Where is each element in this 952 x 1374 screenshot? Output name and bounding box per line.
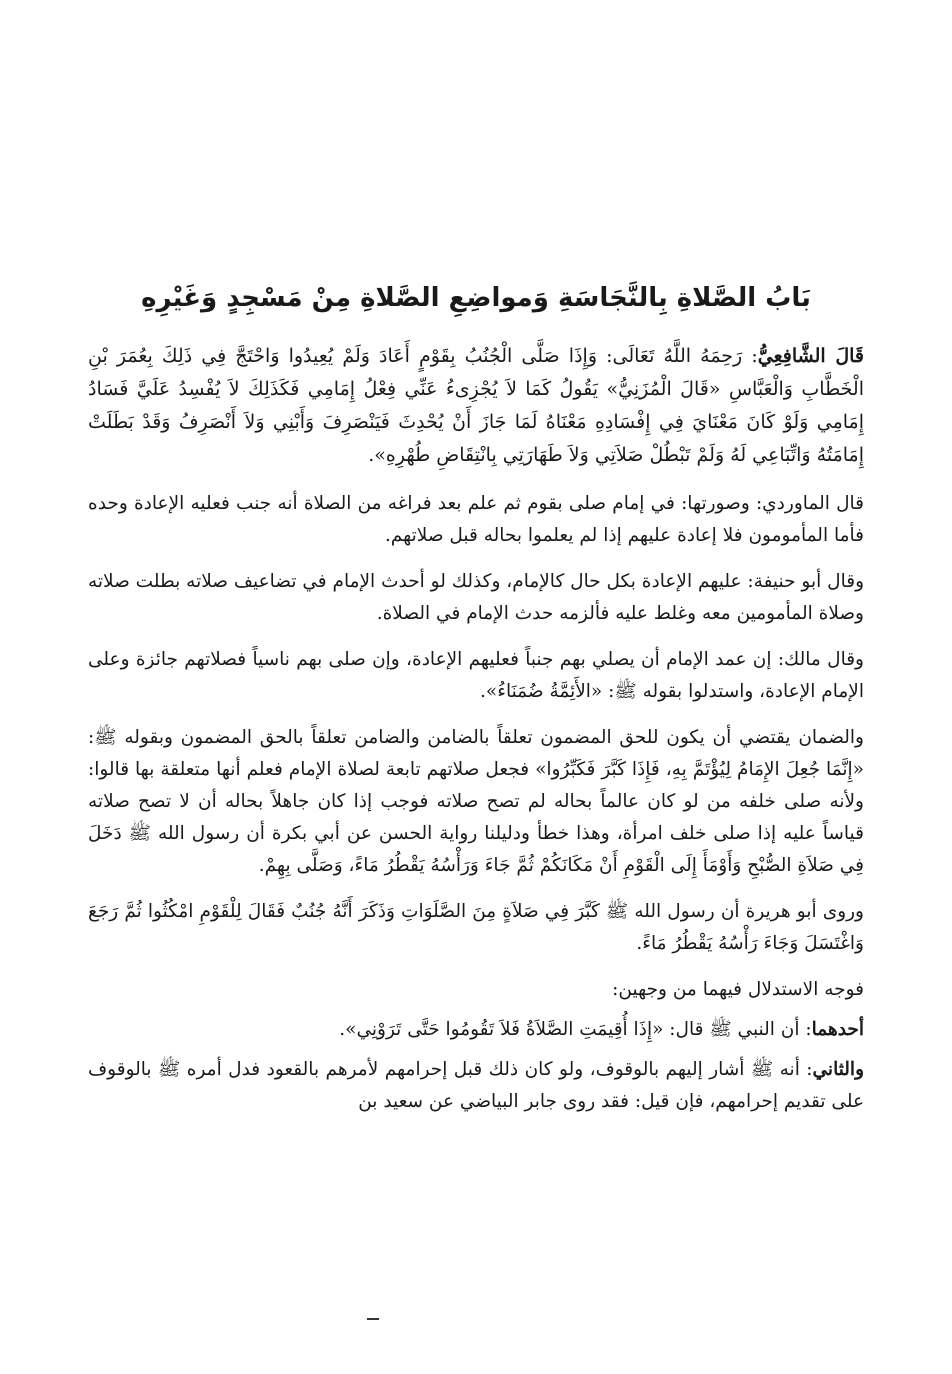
paragraph-lead: والثاني	[812, 1059, 864, 1080]
page-body	[88, 270, 864, 1132]
paragraph-text: : أنه ﷺ أشار إليهم بالوقوف، ولو كان ذلك قبل إحرامهم لأمرهم بالقعود فدل أمره ﷺ بالوقوف على تقديم إحرامهم، فإن قيل: فقد روى جابر البياضي عن سعيد بن	[88, 1059, 864, 1112]
paragraph-text: : رَحِمَهُ اللَّهُ تَعَالَى: وَإِذَا صَلَّى الْجُنُبُ بِقَوْمٍ أَعَادَ وَلَمْ يُعِيدُوا وَاحْتَجَّ فِي ذَلِكَ بِعُمَرَ بْنِ الْخَطَّابِ وَالْعَبَّاسِ «قَالَ الْمُزَنِيُّ» يَقُولُ كَمَا لاَ يُجْزِىءُ عَنِّي فِعْلُ إِمَامِي فَكَذَلِكَ لاَ يُفْسِدُ عَلَيَّ فَسَادُ إِمَامِي وَلَوْ كَانَ مَعْنَايَ فِي إِفْسَادِهِ مَعْنَاهُ لَمَا جَازَ أَنْ يُحْدِثَ فَيَنْصَرِفَ وَأَبْنِي وَلاَ أَنْصَرِفُ وَقَدْ بَطَلَتْ إِمَامَتُهُ وَاتِّبَاعِي لَهُ وَلَمْ تَبْطُلْ صَلاَتِي وَلاَ طَهَارَتِي بِانْتِقَاضِ طُهْرِهِ».	[88, 345, 864, 466]
paragraph-abu-hurayra	[88, 896, 864, 960]
paragraph-istidlal	[88, 974, 864, 1006]
paragraph-text: والضمان يقتضي أن يكون للحق المضمون تعلقاً بالضامن والضامن تعلقاً بالحق المضمون وبقوله ﷺ: «إِنَّمَا جُعِلَ الإِمَامُ لِيُؤْتَمَّ بِهِ، فَإِذَا كَبَّرَ فَكَبِّرُوا» فجعل صلاتهم تابعة لصلاة الإمام فعلم أنها متعلقة بها قالوا: ولأنه صلى خلفه من لو كان عالماً بحاله لم تصح صلاته فوجب إذا كان جاهلاً بحاله أن لا تصح صلاته قياساً عليه إذا صلى خلف امرأة، وهذا خطأ ودليلنا رواية الحسن عن أبي بكرة أن رسول الله ﷺ دَخَلَ فِي صَلاَةِ الصُّبْحِ وَأَوْمَأَ إِلَى الْقَوْمِ أَنْ مَكَانَكُمْ ثُمَّ جَاءَ وَرَأْسُهُ يَقْطُرُ مَاءً، وَصَلَّى بِهِمْ.	[88, 727, 864, 876]
paragraph-text: : أن النبي ﷺ قال: «إِذَا أُقِيمَتِ الصَّلاَةُ فَلاَ تَقُومُوا حَتَّى تَرَوْنِي».	[339, 1019, 812, 1040]
paragraph-text: وقال مالك: إن عمد الإمام أن يصلي بهم جنباً فعليهم الإعادة، وإن صلى بهم ناسياً فصلاتهم جائزة وعلى الإمام الإعادة، واستدلوا بقوله ﷺ: «الأَئِمَّةُ ضُمَنَاءُ».	[88, 649, 864, 702]
paragraph-abu-hanifa	[88, 566, 864, 630]
paragraph-lead: قَالَ الشَّافِعِيُّ	[757, 345, 865, 367]
chapter-title: بَابُ الصَّلاةِ بِالنَّجَاسَةِ وَمواضِعِ الصَّلاةِ مِنْ مَسْجِدٍ وَغَيْرِهِ	[141, 283, 811, 313]
paragraph-mawardi	[88, 488, 864, 552]
paragraph-text: فوجه الاستدلال فيهما من وجهين:	[612, 979, 864, 1000]
page-footer-mark	[367, 1318, 379, 1320]
paragraph-text: قال الماوردي: وصورتها: في إمام صلى بقوم ثم علم بعد فراغه من الصلاة أنه جنب فعليه الإعادة وحده فأما المأمومون فلا إعادة عليهم إذا لم يعلموا بحاله قبل صلاتهم.	[88, 493, 864, 546]
paragraph-text: وروى أبو هريرة أن رسول الله ﷺ كَبَّرَ فِي صَلاَةٍ مِنَ الصَّلَوَاتِ وَذَكَرَ أَنَّهُ جُنُبٌ فَقَالَ لِلْقَوْمِ امْكُثُوا ثُمَّ رَجَعَ وَاغْتَسَلَ وَجَاءَ رَأْسُهُ يَقْطُرُ مَاءً.	[88, 901, 864, 954]
paragraph-text: وقال أبو حنيفة: عليهم الإعادة بكل حال كالإمام، وكذلك لو أحدث الإمام في تضاعيف صلاته بطلت صلاته وصلاة المأمومين معه وغلط عليه فألزمه حدث الإمام في الصلاة.	[87, 571, 864, 624]
paragraph-first-aspect	[88, 1014, 864, 1046]
paragraph-shafii	[88, 340, 864, 472]
paragraph-daman	[88, 722, 864, 882]
paragraph-second-aspect	[88, 1054, 864, 1118]
paragraph-lead: أحدهما	[811, 1019, 864, 1040]
paragraph-malik	[88, 644, 864, 708]
